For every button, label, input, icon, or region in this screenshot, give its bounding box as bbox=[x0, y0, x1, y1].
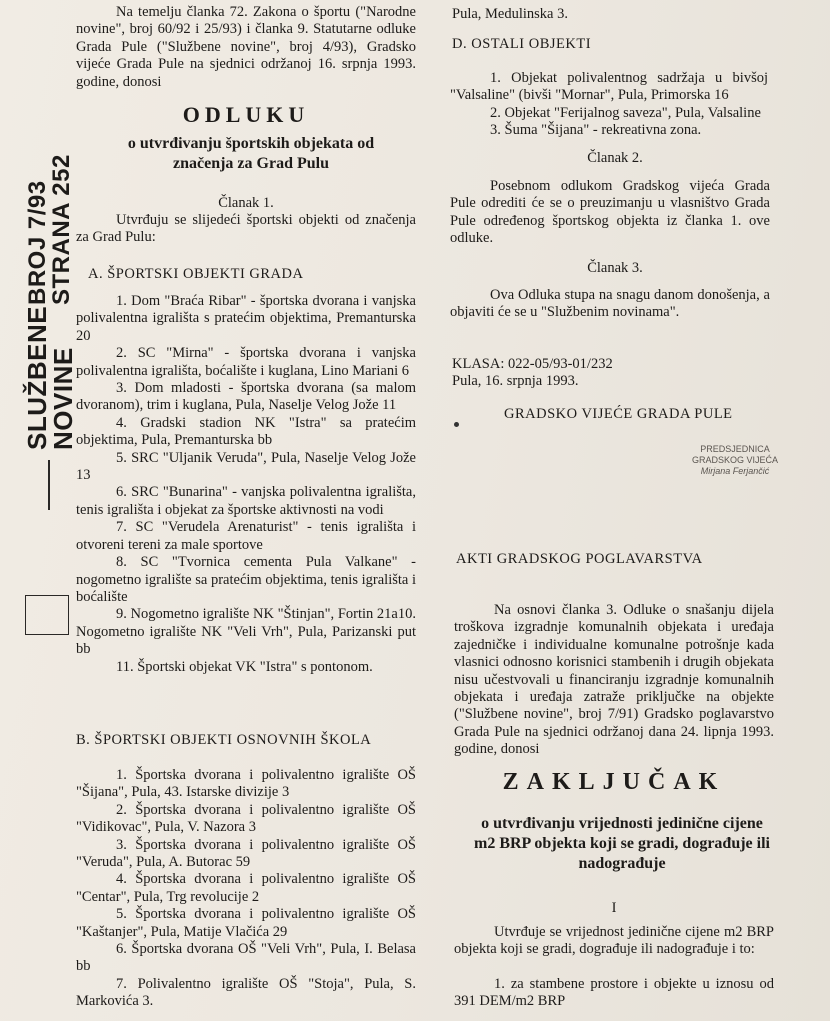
acts-heading: AKTI GRADSKOG POGLAVARSTVA bbox=[456, 551, 703, 567]
article-1-heading: Članak 1. bbox=[218, 195, 274, 211]
article-3-text: Ova Odluka stupa na snagu danom donošenja, a objaviti će se u "Službenim novinama". bbox=[450, 287, 770, 321]
page-number: STRANA 252 bbox=[48, 154, 75, 305]
list-item: 6. SRC "Bunarina" - vanjska polivalentna igrališta, tenis igrališta i objekat za športske aktivnosti na vodi bbox=[76, 484, 416, 518]
list-item: 3. Šuma "Šijana" - rekreativna zona. bbox=[490, 122, 702, 139]
decision-title: ODLUKU bbox=[182, 102, 310, 127]
section-roman-i: I bbox=[611, 900, 617, 916]
conclusion-item-1: 1. za stambene prostore i objekte u iznosu od 391 DEM/m2 BRP bbox=[454, 976, 774, 1010]
section-d-list bbox=[450, 70, 768, 140]
list-item: 1. Športska dvorana i polivalentno igralište OŠ "Šijana", Pula, 43. Istarske divizije 3 bbox=[76, 767, 416, 801]
decision-subtitle: o utvrđivanju športskih objekata od značenja za Grad Pulu bbox=[127, 135, 375, 172]
masthead-spine bbox=[8, 140, 78, 1000]
issuing-council: GRADSKO VIJEĆE GRADA PULE bbox=[504, 406, 733, 422]
bullet-mark bbox=[454, 422, 459, 427]
list-item: 8. SC "Tvornica cementa Pula Valkane" - nogometno igralište sa pratećim objektima, tenis igrališta i boćalište bbox=[76, 554, 416, 605]
decision-date: Pula, 16. srpnja 1993. bbox=[452, 373, 579, 389]
list-item: 1. Dom "Braća Ribar" - športska dvorana i vanjska polivalentna igrališta s pratećim objektima, Premanturska 20 bbox=[76, 293, 416, 344]
issue-number: BROJ 7/93 bbox=[24, 180, 51, 305]
spine-divider bbox=[48, 460, 50, 510]
spine-empty-box bbox=[25, 595, 69, 635]
list-item: 11. Športski objekat VK "Istra" s pontonom. bbox=[116, 658, 373, 675]
conclusion-text: Utvrđuje se vrijednost jedinične cijene m2 BRP objekta koji se gradi, dograđuje ili nadograđuje i to: bbox=[454, 924, 774, 958]
signature-block bbox=[680, 444, 790, 477]
section-b-list bbox=[76, 767, 416, 1011]
acts-preamble: Na osnovi članka 3. Odluke o snašanju dijela troškova izgradnje komunalnih objekata i uređaja zajedničke i individualne komunalne potrošnje kada vlasnici odnosno korisnici stambenih i drugih objekata nisu učestvovali u financiranju izgradnje komunalnih objekata i uređaja zatraže priključke na objekte ("Službene novine", broj 7/91) Gradsko poglavarstvo Grada Pule na sjednici održanoj dana 24. lipnja 1993. godine, donosi bbox=[454, 602, 774, 758]
publication-name-line2: NOVINE bbox=[48, 347, 78, 450]
preamble: Na temelju članka 72. Zakona o športu ("Narodne novine", broj 60/92 i 25/93) i članka 9. Statutarne odluke Grada Pule ("Službene novine", broj 4/93), Gradsko vijeće Grada Pule na sjednici održanoj 16. srpnja 1993. godine, donosi bbox=[76, 4, 416, 90]
list-item: 7. Polivalentno igralište OŠ "Stoja", Pula, S. Markovića 3. bbox=[76, 975, 416, 1010]
publication-name-line1: SLUŽBENE bbox=[22, 305, 52, 450]
list-item: 5. SRC "Uljanik Veruda", Pula, Naselje Velog Jože 13 bbox=[76, 449, 416, 484]
section-a-list bbox=[76, 293, 416, 676]
conclusion-subtitle: o utvrđivanju vrijednosti jedinične cijene m2 BRP objekta koji se gradi, dograđuje ili nadograđuje bbox=[473, 815, 770, 872]
list-item: 7. SC "Verudela Arenaturist" - tenis igrališta i otvoreni tereni za male sportove bbox=[76, 519, 416, 553]
list-item: 6. Športska dvorana OŠ "Veli Vrh", Pula, I. Belasa bb bbox=[76, 941, 416, 975]
section-b-heading: B. ŠPORTSKI OBJEKTI OSNOVNIH ŠKOLA bbox=[76, 732, 372, 748]
list-item: 4. Gradski stadion NK "Istra" sa pratećim objektima, Pula, Premanturska bb bbox=[76, 414, 416, 449]
section-a-heading: A. ŠPORTSKI OBJEKTI GRADA bbox=[88, 266, 304, 282]
list-item: 9. Nogometno igralište NK "Štinjan", Fortin 21a10. Nogometno igralište NK "Veli Vrh", Pula, Parizanski put bb bbox=[76, 606, 416, 658]
list-item: 3. Dom mladosti - športska dvorana (sa malom dvoranom), trim i kuglana, Pula, Naselje Velog Jože 11 bbox=[76, 380, 416, 414]
list-item: 3. Športska dvorana i polivalentno igralište OŠ "Veruda", Pula, A. Butorac 59 bbox=[76, 836, 416, 871]
list-item: 2. Objekat "Ferijalnog saveza", Pula, Valsaline bbox=[490, 104, 761, 121]
conclusion-title: ZAKLJUČAK bbox=[502, 769, 726, 795]
list-item: 2. SC "Mirna" - športska dvorana i vanjska polivalentna igrališta, boćalište i kuglana, Lino Mariani 6 bbox=[76, 345, 416, 379]
previous-item-fragment: Pula, Medulinska 3. bbox=[452, 6, 568, 22]
section-d-heading: D. OSTALI OBJEKTI bbox=[452, 36, 592, 52]
list-item: 4. Športska dvorana i polivalentno igralište OŠ "Centar", Pula, Trg revolucije 2 bbox=[76, 871, 416, 905]
list-item: 1. Objekat polivalentnog sadržaja u bivšoj "Valsaline" (bivši "Mornar", Pula, Primorska 16 bbox=[450, 70, 768, 104]
list-item: 5. Športska dvorana i polivalentno igralište OŠ "Kaštanjer", Pula, Matije Vlačića 29 bbox=[76, 906, 416, 940]
signature-body: GRADSKOG VIJEĆA bbox=[691, 455, 779, 465]
signature-title: PREDSJEDNICA bbox=[700, 444, 770, 454]
article-1-text: Utvrđuju se slijedeći športski objekti od značenja za Grad Pulu: bbox=[76, 212, 416, 246]
article-2-text: Posebnom odlukom Gradskog vijeća Grada Pule odrediti će se o preuzimanju u vlasništvo Grada Pule određenog športskog objekta iz članka 1. ove odluke. bbox=[450, 178, 770, 247]
signature-name: Mirjana Ferjančić bbox=[700, 466, 770, 476]
article-2-heading: Članak 2. bbox=[587, 150, 643, 166]
list-item: 2. Športska dvorana i polivalentno igralište OŠ "Vidikovac", Pula, V. Nazora 3 bbox=[76, 801, 416, 836]
article-3-heading: Članak 3. bbox=[587, 260, 643, 276]
klasa: KLASA: 022-05/93-01/232 bbox=[452, 356, 613, 372]
